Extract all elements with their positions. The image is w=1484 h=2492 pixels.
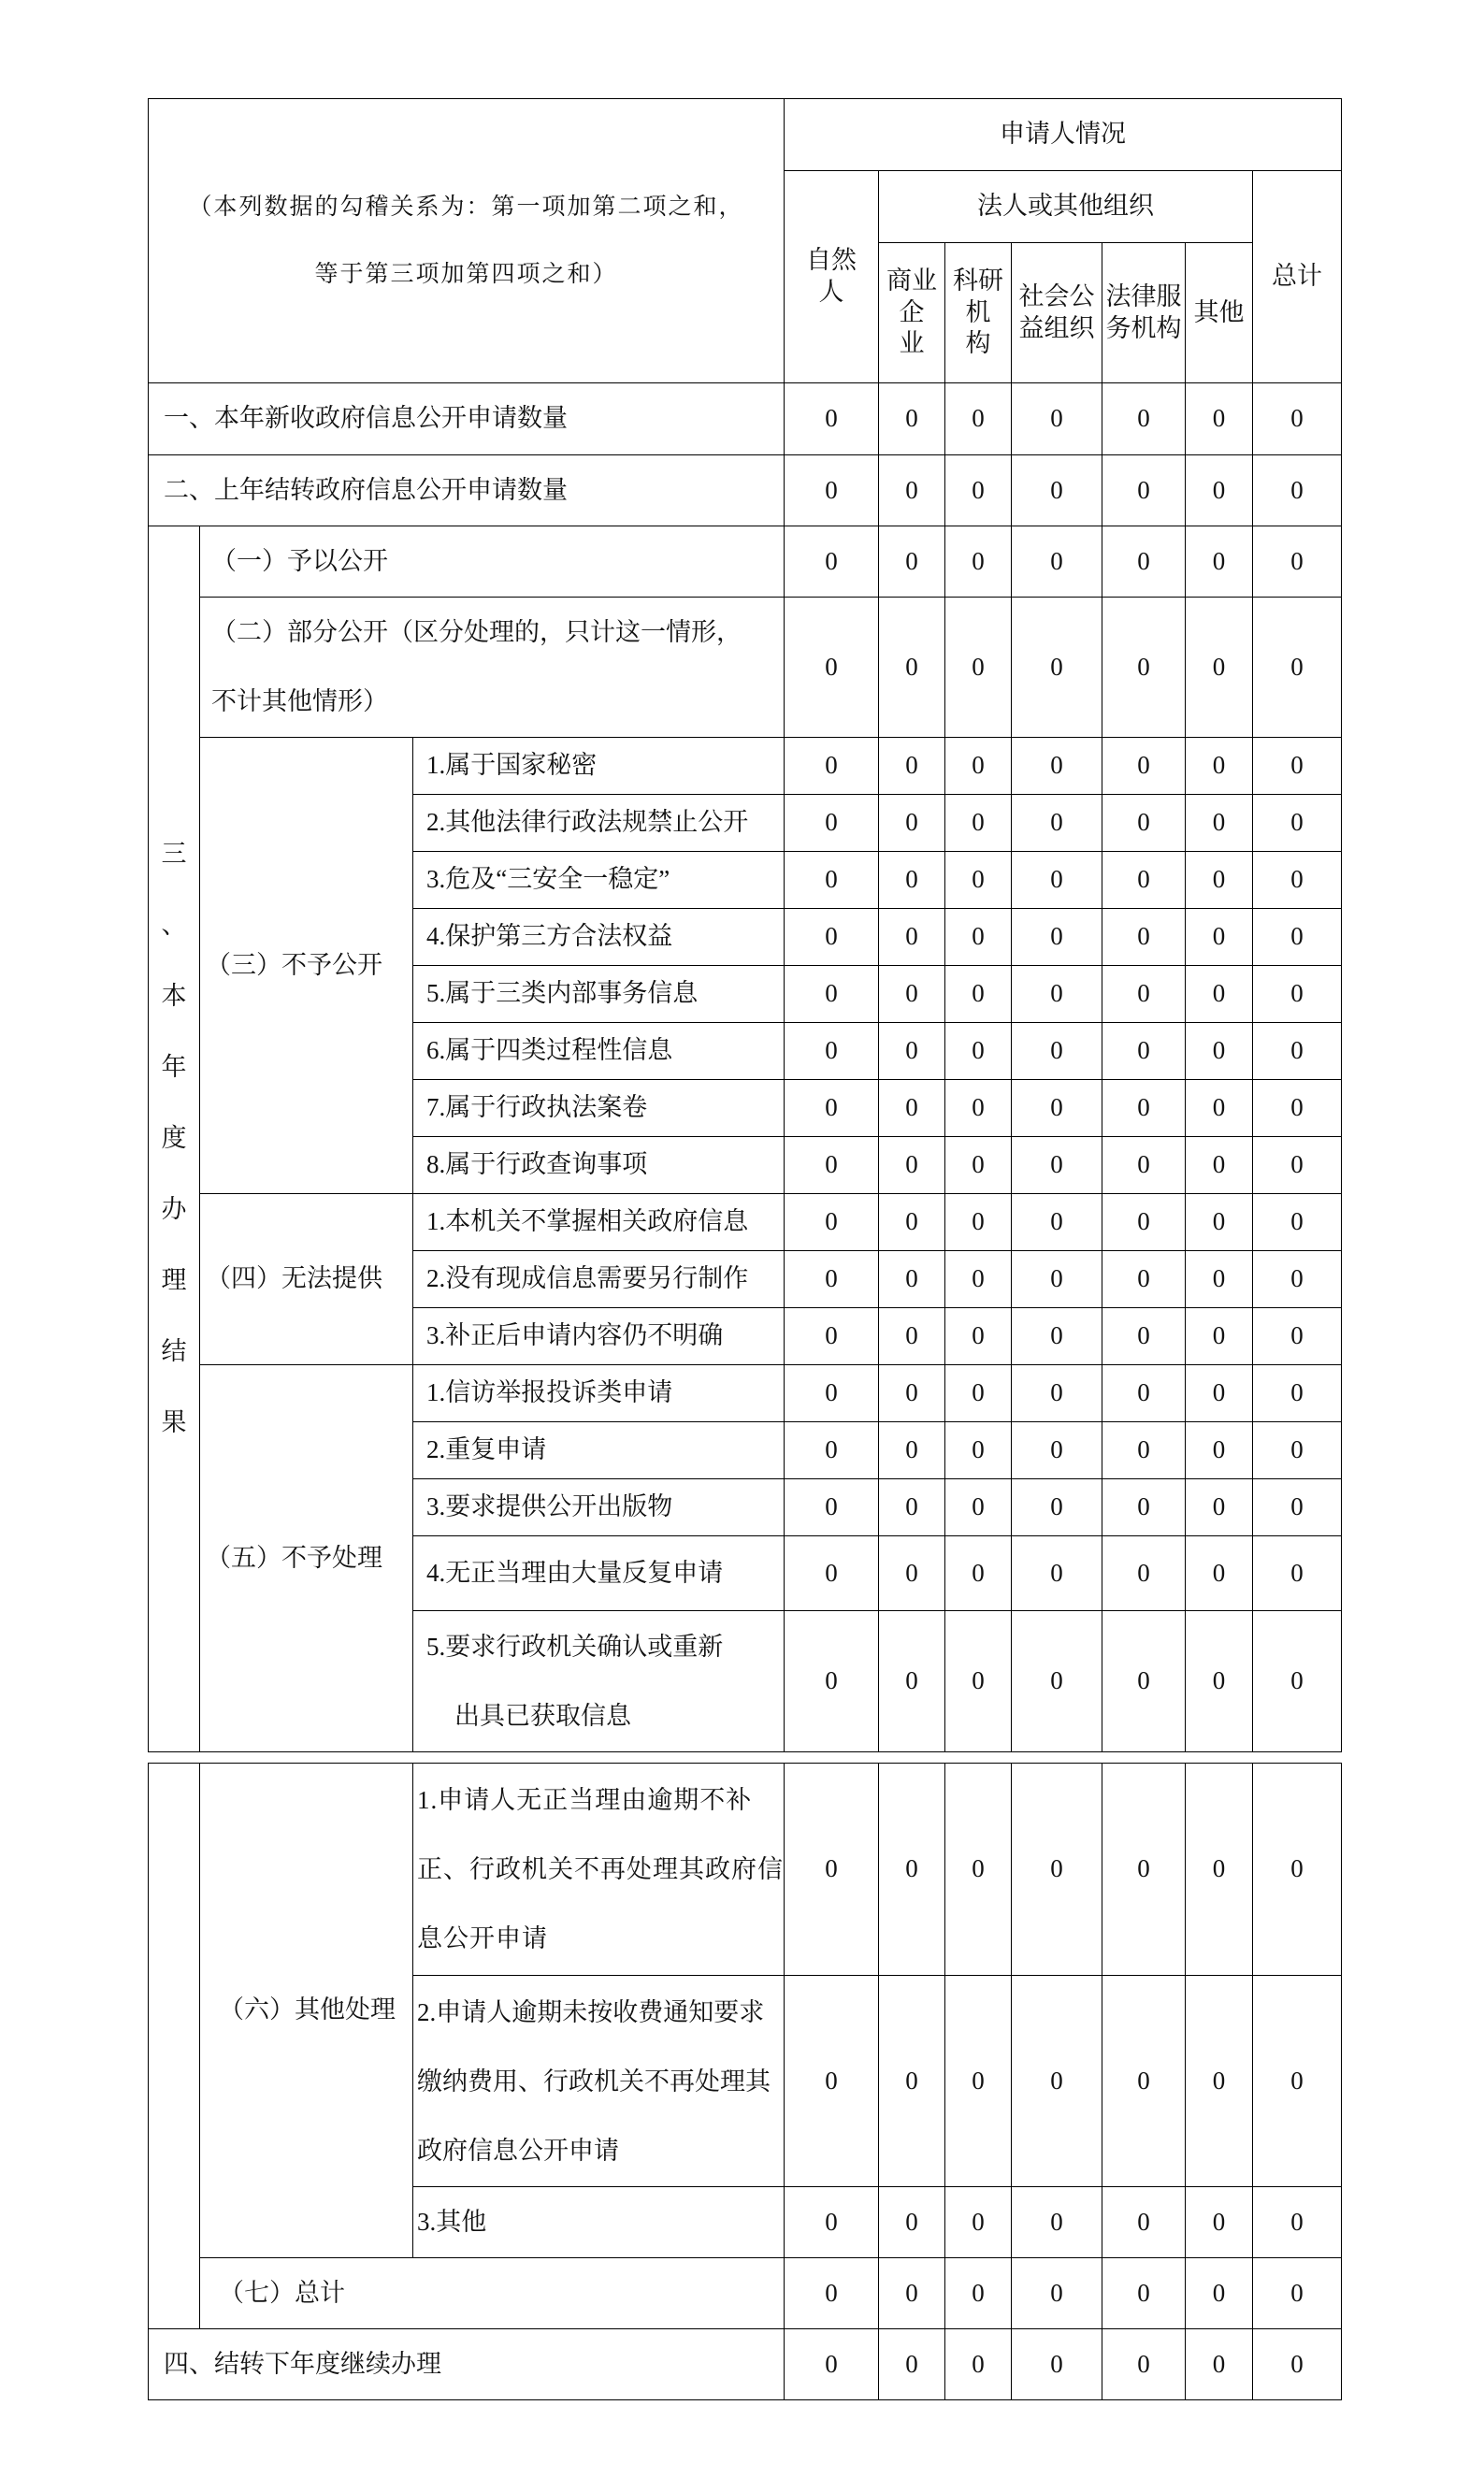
section3-label-char: 理	[161, 1266, 187, 1295]
value-cell: 0	[1102, 1976, 1186, 2187]
value-cell: 0	[1012, 383, 1102, 455]
value-cell: 0	[879, 598, 945, 738]
section3-label-char: 结	[161, 1337, 187, 1366]
value-cell: 0	[879, 1308, 945, 1365]
value-cell: 0	[785, 738, 879, 795]
section3-label-char: 、	[161, 911, 187, 940]
value-cell: 0	[879, 1479, 945, 1536]
value-cell: 0	[1253, 526, 1342, 598]
value-cell: 0	[1012, 1251, 1102, 1308]
value-cell: 0	[1186, 2329, 1253, 2400]
value-cell: 0	[785, 1080, 879, 1137]
value-cell: 0	[879, 2258, 945, 2329]
table-row	[149, 738, 1342, 795]
value-cell: 0	[785, 1137, 879, 1194]
value-cell: 0	[1253, 1308, 1342, 1365]
value-cell: 0	[1012, 966, 1102, 1023]
value-cell: 0	[879, 1251, 945, 1308]
value-cell: 0	[785, 1194, 879, 1251]
value-cell: 0	[1186, 2187, 1253, 2258]
value-cell: 0	[1186, 795, 1253, 852]
value-cell: 0	[1012, 1976, 1102, 2187]
table-row	[149, 455, 1342, 526]
value-cell: 0	[785, 1308, 879, 1365]
legal-service-header: 法律服 务机构	[1102, 243, 1186, 383]
value-cell: 0	[1253, 852, 1342, 909]
header-note-line1: （本列数据的勾稽关系为：第一项加第二项之和，	[188, 194, 744, 220]
sub-item: 1.本机关不掌握相关政府信息	[413, 1194, 785, 1251]
value-cell: 0	[1186, 2258, 1253, 2329]
other-header: 其他	[1186, 243, 1253, 383]
value-cell: 0	[1186, 1611, 1253, 1752]
sub-item: 4.保护第三方合法权益	[413, 909, 785, 966]
value-cell: 0	[1102, 1137, 1186, 1194]
value-cell: 0	[1253, 1611, 1342, 1752]
value-cell: 0	[879, 738, 945, 795]
sub-item: 7.属于行政执法案卷	[413, 1080, 785, 1137]
value-cell: 0	[879, 795, 945, 852]
row-label: 二、上年结转政府信息公开申请数量	[149, 455, 785, 526]
value-cell: 0	[1012, 1764, 1102, 1976]
value-cell: 0	[945, 455, 1012, 526]
statistics-table-part1	[148, 98, 1342, 1752]
group-label: （五）不予处理	[200, 1365, 413, 1752]
table-row	[149, 1194, 1342, 1251]
value-cell: 0	[1012, 2329, 1102, 2400]
value-cell: 0	[785, 2258, 879, 2329]
header-note-line2: 等于第三项加第四项之和）	[314, 261, 618, 287]
table-row	[149, 2258, 1342, 2329]
header-note-cell	[149, 99, 785, 383]
value-cell: 0	[945, 1251, 1012, 1308]
value-cell: 0	[785, 1479, 879, 1536]
value-cell: 0	[1012, 1422, 1102, 1479]
table-row	[149, 598, 1342, 738]
value-cell: 0	[945, 1764, 1012, 1976]
group-label: （三）不予公开	[200, 738, 413, 1194]
value-cell: 0	[1102, 598, 1186, 738]
value-cell: 0	[1102, 909, 1186, 966]
group-label: （四）无法提供	[200, 1194, 413, 1365]
value-cell: 0	[945, 383, 1012, 455]
section3-label-char: 本	[161, 982, 187, 1011]
value-cell: 0	[1102, 383, 1186, 455]
value-cell: 0	[785, 526, 879, 598]
value-cell: 0	[1253, 1365, 1342, 1422]
value-cell: 0	[785, 1365, 879, 1422]
value-cell: 0	[1186, 1976, 1253, 2187]
value-cell: 0	[1012, 2187, 1102, 2258]
sub-item: 1.信访举报投诉类申请	[413, 1365, 785, 1422]
row-label: 四、结转下年度继续办理	[149, 2329, 785, 2400]
section3-label-char: 办	[161, 1195, 187, 1224]
value-cell: 0	[1102, 1023, 1186, 1080]
table-row	[149, 1764, 1342, 1976]
value-cell: 0	[1253, 1422, 1342, 1479]
row-label: （二）部分公开（区分处理的，只计这一情形， 不计其他情形）	[200, 598, 785, 738]
sub-item: 3.补正后申请内容仍不明确	[413, 1308, 785, 1365]
section3-continued	[149, 1764, 200, 2329]
commercial-header: 商业企 业	[879, 243, 945, 383]
sub-item: 6.属于四类过程性信息	[413, 1023, 785, 1080]
table-row	[149, 383, 1342, 455]
value-cell: 0	[945, 1194, 1012, 1251]
sub-item: 1.属于国家秘密	[413, 738, 785, 795]
value-cell: 0	[945, 1976, 1012, 2187]
value-cell: 0	[785, 2187, 879, 2258]
value-cell: 0	[945, 1365, 1012, 1422]
value-cell: 0	[1102, 1764, 1186, 1976]
section3-label-char: 果	[161, 1408, 187, 1437]
value-cell: 0	[945, 526, 1012, 598]
value-cell: 0	[1102, 2258, 1186, 2329]
value-cell: 0	[1102, 1365, 1186, 1422]
value-cell: 0	[945, 2187, 1012, 2258]
sub-item: 3.危及“三安全一稳定”	[413, 852, 785, 909]
value-cell: 0	[1253, 1976, 1342, 2187]
value-cell: 0	[1102, 738, 1186, 795]
section3-label-char: 年	[161, 1053, 187, 1082]
value-cell: 0	[1102, 966, 1186, 1023]
value-cell: 0	[1012, 1611, 1102, 1752]
value-cell: 0	[945, 2258, 1012, 2329]
value-cell: 0	[1186, 909, 1253, 966]
research-header: 科研机 构	[945, 243, 1012, 383]
value-cell: 0	[1012, 526, 1102, 598]
value-cell: 0	[785, 966, 879, 1023]
value-cell: 0	[1186, 738, 1253, 795]
value-cell: 0	[879, 1023, 945, 1080]
table-row	[149, 1365, 1342, 1422]
sub-item: 2.其他法律行政法规禁止公开	[413, 795, 785, 852]
total-header: 总计	[1253, 171, 1342, 383]
value-cell: 0	[879, 455, 945, 526]
value-cell: 0	[1186, 1764, 1253, 1976]
statistics-table-part2	[148, 1763, 1342, 2400]
value-cell: 0	[1186, 1251, 1253, 1308]
value-cell: 0	[1186, 598, 1253, 738]
row-label: （一）予以公开	[200, 526, 785, 598]
value-cell: 0	[1253, 1023, 1342, 1080]
legal-person-group-header: 法人或其他组织	[879, 171, 1253, 243]
value-cell: 0	[1186, 966, 1253, 1023]
value-cell: 0	[945, 1422, 1012, 1479]
value-cell: 0	[785, 455, 879, 526]
value-cell: 0	[1253, 598, 1342, 738]
value-cell: 0	[1186, 1308, 1253, 1365]
value-cell: 0	[1012, 738, 1102, 795]
section3-label-char: 度	[161, 1124, 187, 1153]
value-cell: 0	[1186, 1137, 1253, 1194]
value-cell: 0	[1102, 2329, 1186, 2400]
value-cell: 0	[1012, 455, 1102, 526]
value-cell: 0	[1253, 1251, 1342, 1308]
value-cell: 0	[945, 1611, 1012, 1752]
row-label: 一、本年新收政府信息公开申请数量	[149, 383, 785, 455]
value-cell: 0	[785, 1422, 879, 1479]
applicant-situation-header: 申请人情况	[785, 99, 1342, 171]
natural-person-header: 自然 人	[785, 171, 879, 383]
value-cell: 0	[785, 1023, 879, 1080]
value-cell: 0	[945, 795, 1012, 852]
value-cell: 0	[1253, 1137, 1342, 1194]
value-cell: 0	[1102, 1422, 1186, 1479]
section3-label	[149, 526, 200, 1752]
value-cell: 0	[785, 1251, 879, 1308]
value-cell: 0	[785, 1764, 879, 1976]
value-cell: 0	[945, 1536, 1012, 1611]
value-cell: 0	[785, 1536, 879, 1611]
value-cell: 0	[1186, 383, 1253, 455]
value-cell: 0	[945, 738, 1012, 795]
value-cell: 0	[1012, 2258, 1102, 2329]
value-cell: 0	[1012, 1479, 1102, 1536]
sub-item: 3.要求提供公开出版物	[413, 1479, 785, 1536]
value-cell: 0	[1102, 1611, 1186, 1752]
value-cell: 0	[1012, 795, 1102, 852]
value-cell: 0	[785, 2329, 879, 2400]
value-cell: 0	[1012, 598, 1102, 738]
row-label: （七）总计	[200, 2258, 785, 2329]
value-cell: 0	[879, 526, 945, 598]
value-cell: 0	[1102, 526, 1186, 598]
value-cell: 0	[1012, 909, 1102, 966]
value-cell: 0	[879, 2329, 945, 2400]
value-cell: 0	[879, 1080, 945, 1137]
value-cell: 0	[785, 909, 879, 966]
value-cell: 0	[945, 852, 1012, 909]
value-cell: 0	[879, 383, 945, 455]
value-cell: 0	[1012, 852, 1102, 909]
value-cell: 0	[945, 1023, 1012, 1080]
value-cell: 0	[1253, 966, 1342, 1023]
value-cell: 0	[1253, 1479, 1342, 1536]
sub-item: 8.属于行政查询事项	[413, 1137, 785, 1194]
value-cell: 0	[1186, 1422, 1253, 1479]
value-cell: 0	[1012, 1080, 1102, 1137]
value-cell: 0	[785, 1611, 879, 1752]
value-cell: 0	[1102, 1479, 1186, 1536]
value-cell: 0	[1012, 1023, 1102, 1080]
value-cell: 0	[879, 1137, 945, 1194]
value-cell: 0	[1253, 1194, 1342, 1251]
value-cell: 0	[1253, 909, 1342, 966]
value-cell: 0	[945, 966, 1012, 1023]
value-cell: 0	[879, 1422, 945, 1479]
value-cell: 0	[879, 1536, 945, 1611]
value-cell: 0	[879, 909, 945, 966]
value-cell: 0	[785, 852, 879, 909]
value-cell: 0	[879, 1764, 945, 1976]
value-cell: 0	[879, 966, 945, 1023]
value-cell: 0	[1253, 1536, 1342, 1611]
value-cell: 0	[1253, 1080, 1342, 1137]
sub-item: 2.没有现成信息需要另行制作	[413, 1251, 785, 1308]
table-row	[149, 2329, 1342, 2400]
value-cell: 0	[1186, 1365, 1253, 1422]
value-cell: 0	[1186, 526, 1253, 598]
value-cell: 0	[1253, 795, 1342, 852]
value-cell: 0	[945, 2329, 1012, 2400]
value-cell: 0	[1102, 795, 1186, 852]
value-cell: 0	[1102, 455, 1186, 526]
value-cell: 0	[1253, 1764, 1342, 1976]
value-cell: 0	[879, 1194, 945, 1251]
value-cell: 0	[879, 1365, 945, 1422]
value-cell: 0	[879, 852, 945, 909]
value-cell: 0	[1102, 1194, 1186, 1251]
value-cell: 0	[785, 795, 879, 852]
value-cell: 0	[1186, 455, 1253, 526]
sub-item: 5.要求行政机关确认或重新 出具已获取信息	[413, 1611, 785, 1752]
sub-item: 4.无正当理由大量反复申请	[413, 1536, 785, 1611]
value-cell: 0	[1012, 1308, 1102, 1365]
value-cell: 0	[1186, 1080, 1253, 1137]
sub-item: 1.申请人无正当理由逾期不补 正、行政机关不再处理其政府信 息公开申请	[413, 1764, 785, 1976]
value-cell: 0	[945, 1479, 1012, 1536]
value-cell: 0	[1253, 2329, 1342, 2400]
value-cell: 0	[1253, 738, 1342, 795]
value-cell: 0	[879, 2187, 945, 2258]
value-cell: 0	[1102, 1251, 1186, 1308]
value-cell: 0	[1186, 1479, 1253, 1536]
group-label: （六）其他处理	[200, 1764, 413, 2258]
value-cell: 0	[1102, 1308, 1186, 1365]
value-cell: 0	[945, 598, 1012, 738]
value-cell: 0	[1186, 852, 1253, 909]
value-cell: 0	[785, 383, 879, 455]
value-cell: 0	[1253, 455, 1342, 526]
value-cell: 0	[945, 909, 1012, 966]
value-cell: 0	[945, 1308, 1012, 1365]
social-welfare-header: 社会公 益组织	[1012, 243, 1102, 383]
section3-label-char: 三	[161, 840, 187, 869]
sub-item: 2.申请人逾期未按收费通知要求 缴纳费用、行政机关不再处理其 政府信息公开申请	[413, 1976, 785, 2187]
value-cell: 0	[1012, 1365, 1102, 1422]
value-cell: 0	[1253, 383, 1342, 455]
value-cell: 0	[1253, 2187, 1342, 2258]
table-row	[149, 526, 1342, 598]
value-cell: 0	[1253, 2258, 1342, 2329]
value-cell: 0	[1102, 2187, 1186, 2258]
sub-item: 5.属于三类内部事务信息	[413, 966, 785, 1023]
value-cell: 0	[879, 1976, 945, 2187]
value-cell: 0	[1012, 1536, 1102, 1611]
value-cell: 0	[1102, 1080, 1186, 1137]
value-cell: 0	[945, 1080, 1012, 1137]
value-cell: 0	[945, 1137, 1012, 1194]
value-cell: 0	[785, 598, 879, 738]
sub-item: 3.其他	[413, 2187, 785, 2258]
value-cell: 0	[1102, 852, 1186, 909]
value-cell: 0	[1012, 1194, 1102, 1251]
value-cell: 0	[1012, 1137, 1102, 1194]
sub-item: 2.重复申请	[413, 1422, 785, 1479]
value-cell: 0	[1186, 1023, 1253, 1080]
value-cell: 0	[879, 1611, 945, 1752]
value-cell: 0	[1102, 1536, 1186, 1611]
value-cell: 0	[1186, 1536, 1253, 1611]
value-cell: 0	[785, 1976, 879, 2187]
value-cell: 0	[1186, 1194, 1253, 1251]
